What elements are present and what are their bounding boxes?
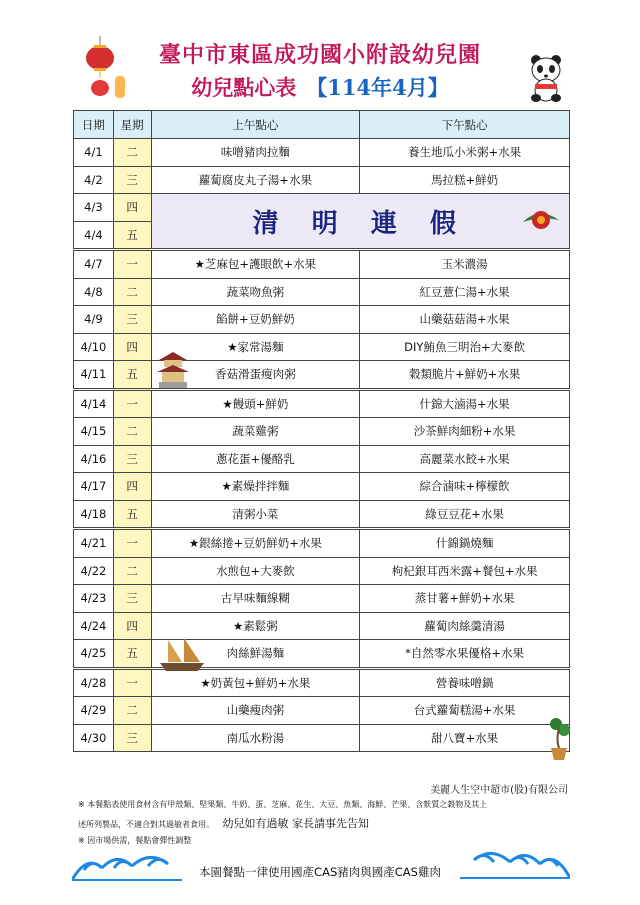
header-day: 星期 — [113, 111, 151, 139]
row-date: 4/7 — [74, 250, 114, 279]
row-am: 蔥花蛋+優酪乳 — [151, 445, 360, 473]
row-pm: 馬拉糕+鮮奶 — [360, 166, 570, 194]
table-row — [74, 389, 570, 418]
row-am: 香菇滑蛋瘦肉粥 — [151, 361, 360, 390]
row-date: 4/22 — [74, 557, 114, 585]
row-date: 4/21 — [74, 529, 114, 558]
row-pm: 台式蘿蔔糕湯+水果 — [360, 697, 570, 725]
table-row — [74, 697, 570, 725]
row-am: 山藥瘦肉粥 — [151, 697, 360, 725]
row-day: 三 — [113, 445, 151, 473]
row-day: 四 — [113, 473, 151, 501]
row-pm: 穀類脆片+鮮奶+水果 — [360, 361, 570, 390]
row-am: ★奶黃包+鮮奶+水果 — [151, 668, 360, 697]
table-row — [74, 724, 570, 752]
menu-title-text: 幼兒點心表 — [191, 75, 297, 100]
row-date: 4/30 — [74, 724, 114, 752]
row-day: 二 — [113, 278, 151, 306]
row-date: 4/14 — [74, 389, 114, 418]
row-day: 五 — [113, 640, 151, 669]
row-date: 4/11 — [74, 361, 114, 390]
row-date: 4/25 — [74, 640, 114, 669]
row-day: 二 — [113, 418, 151, 446]
holiday-banner — [151, 194, 569, 250]
row-day: 一 — [113, 250, 151, 279]
table-row — [74, 640, 570, 669]
row-date: 4/4 — [74, 221, 114, 250]
row-pm: 玉米濃湯 — [360, 250, 570, 279]
table-header — [74, 111, 570, 139]
table-row — [74, 585, 570, 613]
boat-icon — [158, 636, 206, 674]
row-am: ★饅頭+鮮奶 — [151, 389, 360, 418]
row-pm: 甜八寶+水果 — [360, 724, 570, 752]
row-am: 水煎包+大麥飲 — [151, 557, 360, 585]
flower-icon — [519, 202, 563, 238]
row-date: 4/18 — [74, 500, 114, 529]
table-row — [74, 306, 570, 334]
row-day: 二 — [113, 139, 151, 167]
row-date: 4/23 — [74, 585, 114, 613]
row-pm: 高麗菜水餃+水果 — [360, 445, 570, 473]
row-pm: 枸杞銀耳西米露+餐包+水果 — [360, 557, 570, 585]
header-am: 上午點心 — [151, 111, 360, 139]
allergen-note-cont: 述所列製品，不適合對其過敏者食用。 — [78, 820, 214, 829]
table-row — [74, 612, 570, 640]
row-date: 4/16 — [74, 445, 114, 473]
row-day: 三 — [113, 724, 151, 752]
row-pm: 綜合滷味+檸檬飲 — [360, 473, 570, 501]
row-am: 餡餅+豆奶鮮奶 — [151, 306, 360, 334]
row-day: 一 — [113, 529, 151, 558]
row-day: 三 — [113, 585, 151, 613]
table-row — [74, 418, 570, 446]
snack-table — [73, 110, 570, 752]
row-am: 清粥小菜 — [151, 500, 360, 529]
allergen-note-2 — [78, 815, 369, 831]
table-row — [74, 473, 570, 501]
table-row — [74, 139, 570, 167]
row-am: 味噌豬肉拉麵 — [151, 139, 360, 167]
table-row — [74, 333, 570, 361]
row-day: 二 — [113, 697, 151, 725]
allergy-notice: 幼兒如有過敏 家長請事先告知 — [222, 817, 370, 830]
row-date: 4/24 — [74, 612, 114, 640]
row-day: 一 — [113, 389, 151, 418]
cas-notice: 本園餐點一律使用國產CAS豬肉與國產CAS雞肉 — [199, 865, 441, 879]
row-am: ★素鬆粥 — [151, 612, 360, 640]
menu-month: 【114年4月】 — [306, 75, 449, 100]
row-pm: 綠豆豆花+水果 — [360, 500, 570, 529]
row-pm: DIY鮪魚三明治+大麥飲 — [360, 333, 570, 361]
row-date: 4/2 — [74, 166, 114, 194]
row-date: 4/8 — [74, 278, 114, 306]
table-row — [74, 166, 570, 194]
bonsai-icon — [546, 716, 572, 762]
row-am: 蔬菜雞粥 — [151, 418, 360, 446]
row-day: 五 — [113, 500, 151, 529]
pagoda-icon — [155, 350, 191, 390]
row-date: 4/15 — [74, 418, 114, 446]
table-row — [74, 278, 570, 306]
row-pm: 養生地瓜小米粥+水果 — [360, 139, 570, 167]
market-note: ※ 因市場供需，餐點會彈性調整 — [78, 836, 192, 845]
allergen-note: ※ 本餐點表使用食材含有甲殼類、堅果類、牛奶、蛋、芝麻、花生、大豆、魚類、海鮮、芒果、含麩質之穀物及其上 — [78, 800, 488, 809]
row-date: 4/3 — [74, 194, 114, 222]
row-am: ★芝麻包+護眼飲+水果 — [151, 250, 360, 279]
table-row — [74, 529, 570, 558]
row-date: 4/29 — [74, 697, 114, 725]
lantern-icon — [82, 36, 132, 106]
table-row — [74, 500, 570, 529]
holiday-text: 清 明 連 假 — [252, 208, 468, 239]
row-date: 4/10 — [74, 333, 114, 361]
row-date: 4/9 — [74, 306, 114, 334]
row-pm: 營養味噌鍋 — [360, 668, 570, 697]
row-day: 一 — [113, 668, 151, 697]
table-row — [74, 361, 570, 390]
row-pm: 蒸甘薯+鮮奶+水果 — [360, 585, 570, 613]
school-title: 臺中市東區成功國小附設幼兒園 — [158, 42, 481, 68]
row-am: 蔬菜吻魚粥 — [151, 278, 360, 306]
row-date: 4/1 — [74, 139, 114, 167]
panda-icon — [528, 54, 564, 102]
row-day: 五 — [113, 361, 151, 390]
table-row — [74, 194, 570, 222]
row-day: 三 — [113, 306, 151, 334]
row-date: 4/17 — [74, 473, 114, 501]
header-date: 日期 — [74, 111, 114, 139]
row-day: 四 — [113, 612, 151, 640]
row-pm: 紅豆薏仁湯+水果 — [360, 278, 570, 306]
table-row — [74, 445, 570, 473]
row-am: ★素燥拌拌麵 — [151, 473, 360, 501]
row-am: 古早味麵線糊 — [151, 585, 360, 613]
row-am: ★銀絲捲+豆奶鮮奶+水果 — [151, 529, 360, 558]
company-name: 美麗人生空中超市(股)有限公司 — [430, 785, 568, 796]
row-date: 4/28 — [74, 668, 114, 697]
row-pm: 沙茶鮮肉細粉+水果 — [360, 418, 570, 446]
row-day: 五 — [113, 221, 151, 250]
row-day: 四 — [113, 194, 151, 222]
row-day: 三 — [113, 166, 151, 194]
row-am: 肉絲鮮湯麵 — [151, 640, 360, 669]
row-am: 蘿蔔腐皮丸子湯+水果 — [151, 166, 360, 194]
table-row — [74, 557, 570, 585]
header-pm: 下午點心 — [360, 111, 570, 139]
row-pm: 什錦鍋燒麵 — [360, 529, 570, 558]
row-pm: 山藥菇菇湯+水果 — [360, 306, 570, 334]
row-day: 二 — [113, 557, 151, 585]
row-am: ★家常湯麵 — [151, 333, 360, 361]
table-row — [74, 250, 570, 279]
row-pm: 什錦大滷湯+水果 — [360, 389, 570, 418]
row-day: 四 — [113, 333, 151, 361]
row-pm: *自然零水果優格+水果 — [360, 640, 570, 669]
row-pm: 蘿蔔肉絲羹清湯 — [360, 612, 570, 640]
table-row — [74, 668, 570, 697]
row-am: 南瓜水粉湯 — [151, 724, 360, 752]
